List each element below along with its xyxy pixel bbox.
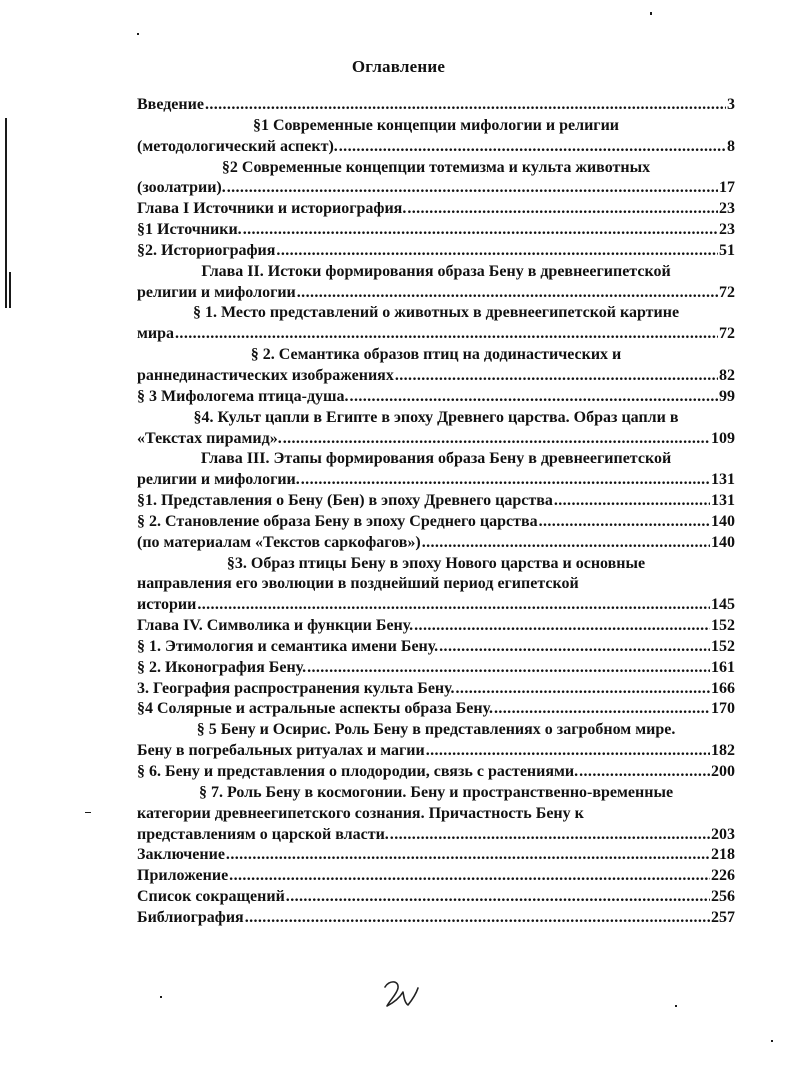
toc-dot-leader (494, 699, 710, 720)
toc-entry (137, 554, 735, 617)
toc-page-number: 51 (719, 241, 735, 259)
toc-dot-leader (276, 241, 718, 262)
toc-entry (137, 158, 735, 200)
toc-dot-leader (579, 762, 710, 783)
toc-entry-title: § 2. Семантика образов птиц на додинастических и (250, 346, 622, 364)
toc-entry-title: Введение (137, 96, 204, 113)
toc-entry (137, 699, 735, 720)
toc-page-number: 72 (719, 283, 735, 301)
toc-entry-title: Заключение (137, 846, 225, 864)
toc-page-number: 152 (711, 617, 735, 635)
toc-dot-leader (197, 595, 710, 616)
toc-entry-title: §2. Историография (137, 241, 276, 259)
toc-page-number: 200 (711, 763, 735, 780)
toc-page-number: 145 (711, 596, 735, 614)
scan-speck (771, 1040, 773, 1042)
toc-dot-leader (456, 679, 710, 700)
toc-entry-title: § 7. Роль Бену в космогонии. Бену и пространственно-временные (198, 783, 674, 801)
handwritten-page-number (381, 978, 421, 1010)
toc-entry-title: Глава IV. Символика и функции Бену. (137, 617, 414, 635)
toc-dot-leader (426, 741, 710, 762)
toc-page-number: 23 (719, 221, 735, 239)
toc-entry (137, 908, 735, 929)
toc-page-number: 218 (711, 846, 735, 864)
toc-page-number: 257 (711, 908, 735, 926)
toc-page-number: 152 (711, 637, 735, 655)
scan-speck (675, 1005, 677, 1007)
toc-entry (137, 887, 735, 908)
toc-entry-title: 3. География распространения культа Бену. (137, 679, 455, 697)
toc-page-number: 109 (711, 429, 735, 447)
toc-page-number: 182 (711, 742, 735, 760)
toc-entry-title: Список сокращений (137, 888, 285, 906)
toc-entry-title: направления его эволюции в позднейший период египетской (137, 575, 579, 593)
toc-entry (137, 95, 735, 116)
toc-entry-title: §3. Образ птицы Бену в эпоху Нового царства и основные (226, 554, 646, 572)
toc-page-number: 170 (711, 700, 735, 718)
toc-entry (137, 533, 735, 554)
toc-dot-leader (350, 387, 718, 408)
toc-dot-leader (227, 178, 718, 199)
toc-entry-title: (по материалам «Текстов саркофагов») (137, 533, 421, 551)
toc-entry (137, 199, 735, 220)
toc-page-number: 140 (711, 533, 735, 551)
toc-dot-leader (297, 283, 718, 304)
toc-entry (137, 637, 735, 658)
toc-page-number: 23 (719, 200, 735, 218)
table-of-contents (137, 95, 735, 929)
toc-entry-title: §4. Культ цапли в Египте в эпоху Древнего царства. Образ цапли в (193, 408, 679, 426)
toc-entry-title: (зоолатрии). (137, 179, 226, 197)
toc-page-number: 131 (711, 471, 735, 489)
toc-page-number: 166 (711, 679, 735, 697)
toc-entry (137, 116, 735, 158)
toc-entry-title: Библиография (137, 908, 244, 926)
toc-dot-leader (390, 825, 710, 846)
toc-entry-title: § 1. Этимология и семантика имени Бену. (137, 637, 439, 655)
toc-entry-title: Приложение (137, 867, 229, 885)
toc-entry (137, 720, 735, 762)
toc-dot-leader (243, 220, 718, 241)
toc-entry (137, 449, 735, 491)
toc-entry-title: §2 Современные концепции тотемизма и культа животных (221, 158, 651, 176)
scan-edge-mark (9, 272, 11, 308)
toc-page-number: 17 (719, 179, 735, 197)
toc-page-number: 256 (711, 888, 735, 906)
toc-dot-leader (422, 533, 710, 554)
toc-entry-title: § 6. Бену и представления о плодородии, связь с растениями. (137, 763, 579, 780)
toc-entry (137, 616, 735, 637)
toc-entry (137, 512, 735, 533)
toc-dot-leader (414, 616, 710, 637)
toc-entry (137, 241, 735, 262)
toc-entry-title: §1. Представления о Бену (Бен) в эпоху Древнего царства (137, 492, 553, 510)
toc-page-number: 3 (727, 96, 735, 113)
toc-dot-leader (226, 845, 710, 866)
toc-entry-title: религии и мифологии. (137, 471, 300, 489)
toc-dot-leader (283, 429, 710, 450)
toc-entry (137, 408, 735, 450)
toc-dot-leader (229, 866, 710, 887)
toc-entry-title: § 1. Место представлений о животных в древнеегипетской картине (192, 304, 680, 322)
toc-entry-title: категории древнеегипетского сознания. Причастность Бену к (137, 804, 584, 822)
toc-entry (137, 220, 735, 241)
toc-page-number: 203 (711, 825, 735, 843)
toc-entry (137, 262, 735, 304)
toc-page-number: 99 (719, 387, 735, 405)
toc-dot-leader (439, 637, 710, 658)
scan-speck (85, 812, 91, 813)
toc-dot-leader (339, 137, 726, 158)
toc-dot-leader (307, 658, 710, 679)
toc-entry-title: Бену в погребальных ритуалах и магии (137, 742, 425, 760)
toc-entry (137, 658, 735, 679)
toc-entry (137, 845, 735, 866)
toc-entry-title: представлениям о царской власти. (137, 825, 389, 843)
toc-entry (137, 762, 735, 783)
scan-speck (137, 33, 139, 35)
toc-entry-title: §1 Современные концепции мифологии и религии (252, 116, 620, 134)
toc-entry-title: Глава II. Истоки формирования образа Бену в древнеегипетской (201, 262, 671, 280)
toc-entry-title: §4 Солярные и астральные аспекты образа Бену. (137, 700, 493, 718)
toc-page-number: 131 (711, 492, 735, 510)
toc-entry-title: истории (137, 596, 197, 614)
toc-dot-leader (205, 95, 726, 116)
toc-entry (137, 387, 735, 408)
toc-page-number: 161 (711, 658, 735, 676)
scan-speck (160, 996, 162, 998)
toc-entry-title: § 5 Бену и Осирис. Роль Бену в представлениях о загробном мире. (196, 721, 676, 739)
toc-dot-leader (286, 887, 710, 908)
toc-dot-leader (395, 366, 718, 387)
toc-page-number: 226 (711, 867, 735, 885)
page-title: Оглавление (351, 57, 446, 76)
toc-entry-title: религии и мифологии (137, 283, 296, 301)
toc-entry (137, 345, 735, 387)
toc-entry-title: §1 Источники. (137, 221, 242, 239)
toc-dot-leader (175, 324, 718, 345)
toc-page-number: 82 (719, 366, 735, 384)
toc-entry (137, 866, 735, 887)
toc-entry-title: § 3 Мифологема птица-душа. (137, 387, 349, 405)
toc-dot-leader (539, 512, 710, 533)
toc-entry-title: Глава I Источники и историография. (137, 200, 407, 218)
toc-entry-title: мира (137, 325, 175, 343)
toc-entry (137, 783, 735, 846)
toc-page-number: 8 (727, 137, 735, 155)
toc-dot-leader (407, 199, 718, 220)
toc-dot-leader (554, 491, 710, 512)
toc-entry-title: Глава III. Этапы формирования образа Бену в древнеегипетской (200, 450, 672, 468)
toc-entry-title: (методологический аспект). (137, 137, 338, 155)
toc-entry-title: раннединастических изображениях (137, 366, 394, 384)
scan-speck (650, 12, 652, 15)
toc-page-number: 140 (711, 512, 735, 530)
toc-entry (137, 491, 735, 512)
toc-entry-title: § 2. Иконография Бену. (137, 658, 307, 676)
toc-entry (137, 303, 735, 345)
toc-entry-title: § 2. Становление образа Бену в эпоху Среднего царства (137, 512, 538, 530)
toc-entry (137, 679, 735, 700)
toc-page-number: 72 (719, 325, 735, 343)
scan-edge-mark (5, 118, 7, 308)
toc-entry-title: «Текстах пирамид». (137, 429, 282, 447)
toc-dot-leader (301, 470, 710, 491)
toc-dot-leader (245, 908, 710, 929)
